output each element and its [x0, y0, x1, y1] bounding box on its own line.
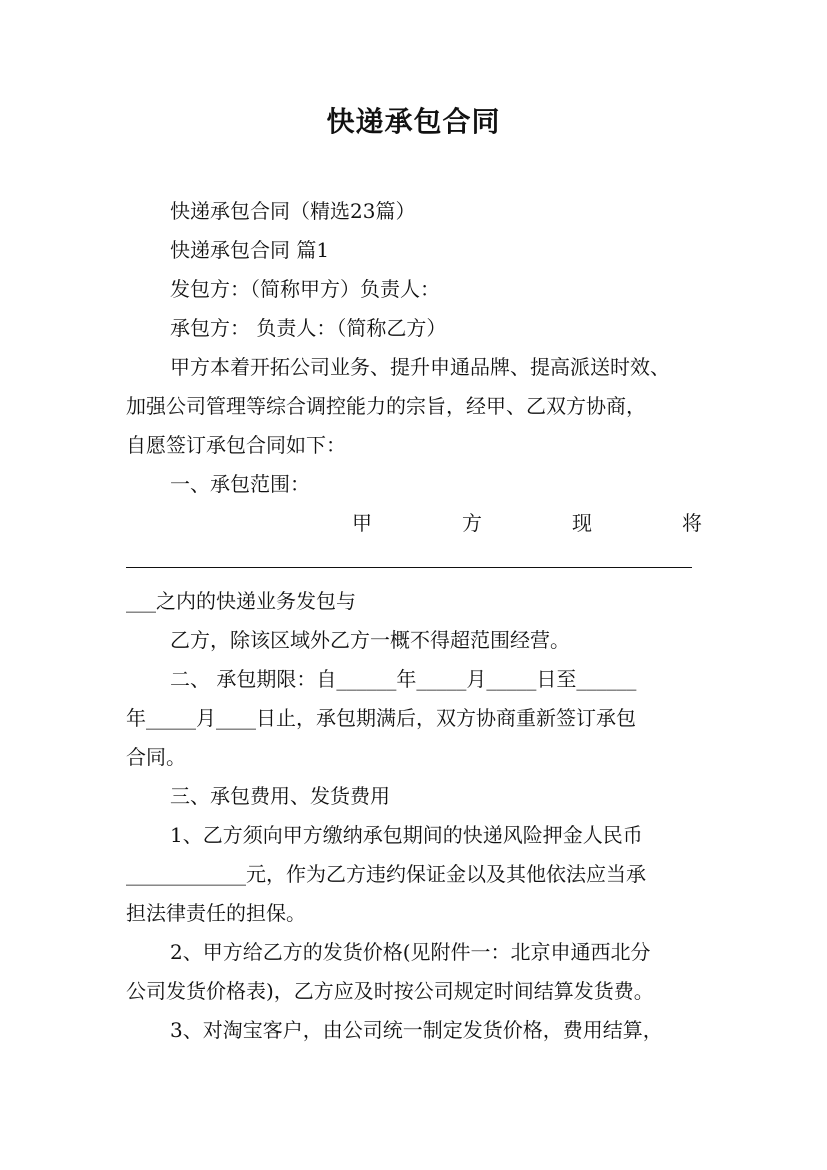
paragraph-line: 合同。 — [126, 745, 186, 769]
spaced-char: 甲 — [352, 511, 372, 535]
section-heading: 快递承包合同 篇1 — [170, 238, 330, 262]
clause-heading: 三、承包费用、发货费用 — [170, 784, 390, 808]
party-b-line: 承包方： 负责人：（简称乙方） — [170, 316, 447, 340]
paragraph-line: 加强公司管理等综合调控能力的宗旨，经甲、乙双方协商， — [126, 394, 646, 418]
paragraph-line: 2、甲方给乙方的发货价格(见附件一：北京申通西北分 — [170, 940, 651, 964]
subtitle-line: 快递承包合同（精选23篇） — [170, 199, 416, 223]
spaced-char: 现 — [572, 511, 592, 535]
paragraph-line: 公司发货价格表)，乙方应及时按公司规定时间结算发货费。 — [126, 979, 654, 1003]
paragraph-line: ___之内的快递业务发包与 — [126, 589, 356, 613]
paragraph-line: 3、对淘宝客户，由公司统一制定发货价格，费用结算， — [170, 1018, 663, 1042]
spaced-line — [352, 508, 702, 538]
paragraph-line: 1、乙方须向甲方缴纳承包期间的快递风险押金人民币 — [170, 823, 643, 847]
paragraph-line: ____________元，作为乙方违约保证金以及其他依法应当承 — [126, 862, 646, 886]
clause-heading: 一、承包范围： — [170, 472, 310, 496]
clause-heading: 二、 承包期限：自______年_____月_____日至______ — [170, 667, 637, 691]
paragraph-line: 乙方，除该区域外乙方一概不得超范围经营。 — [170, 628, 570, 652]
spaced-char: 将 — [682, 511, 702, 535]
fill-in-blank — [126, 567, 692, 568]
party-a-line: 发包方：（简称甲方）负责人： — [170, 277, 440, 301]
paragraph-line: 甲方本着开拓公司业务、提升申通品牌、提高派送时效、 — [170, 355, 670, 379]
document-title: 快递承包合同 — [326, 105, 501, 138]
spaced-char: 方 — [462, 511, 482, 535]
paragraph-line: 担法律责任的担保。 — [126, 901, 306, 925]
paragraph-line: 自愿签订承包合同如下： — [126, 433, 346, 457]
paragraph-line: 年_____月____日止，承包期满后，双方协商重新签订承包 — [126, 706, 636, 730]
